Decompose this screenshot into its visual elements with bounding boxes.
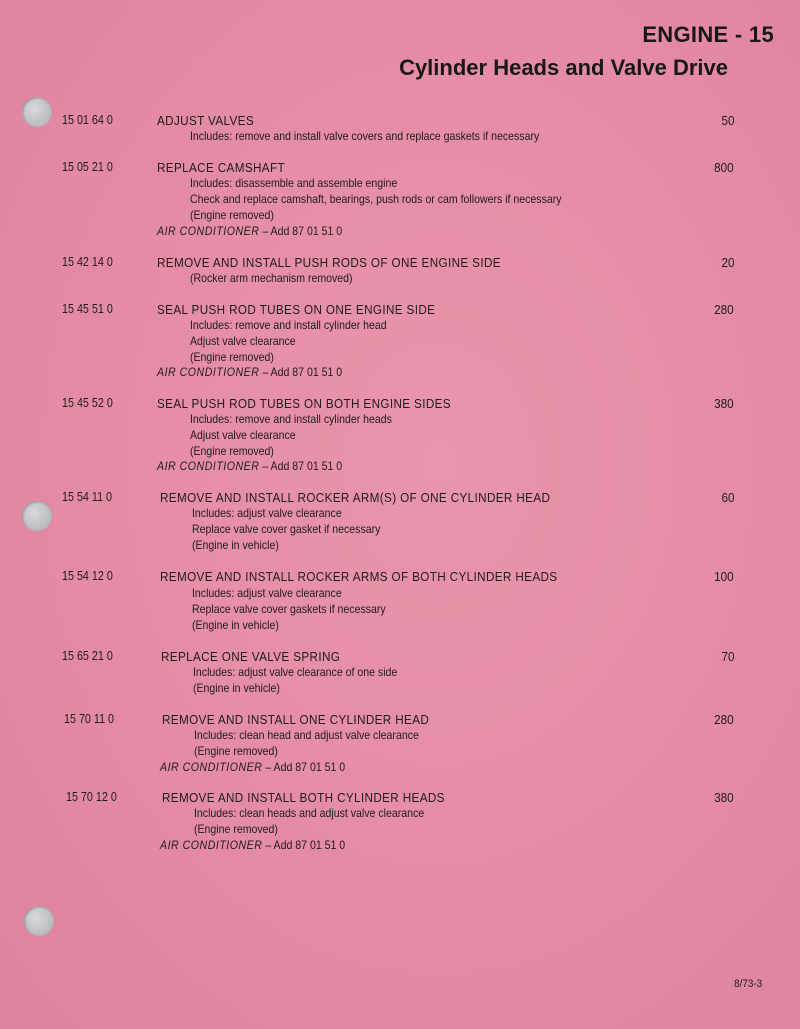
- operation-note: Includes: remove and install cylinder heads: [190, 412, 392, 426]
- air-conditioner-label: AIR CONDITIONER: [160, 760, 263, 774]
- air-conditioner-note: [160, 760, 345, 774]
- flat-rate-time: 380: [714, 790, 734, 805]
- air-conditioner-note: [160, 838, 345, 852]
- operation-title: REPLACE ONE VALVE SPRING: [161, 649, 341, 664]
- flat-rate-time: 800: [714, 160, 734, 175]
- air-conditioner-add-code: – Add 87 01 51 0: [265, 760, 346, 774]
- air-conditioner-label: AIR CONDITIONER: [160, 838, 263, 852]
- binder-hole-middle: [22, 501, 52, 531]
- operation-title: REPLACE CAMSHAFT: [157, 160, 285, 175]
- operation-code: 15 65 21 0: [62, 649, 113, 663]
- operation-note: Replace valve cover gasket if necessary: [192, 522, 381, 536]
- section-title: Cylinder Heads and Valve Drive: [399, 55, 728, 80]
- binder-hole-top: [22, 97, 52, 127]
- operation-note: Includes: clean heads and adjust valve clearance: [194, 806, 425, 820]
- operation-note: (Rocker arm mechanism removed): [190, 271, 353, 285]
- operation-code: 15 01 64 0: [62, 113, 113, 127]
- page-reference: 8/73-3: [733, 978, 762, 990]
- operation-note: (Engine removed): [190, 350, 274, 364]
- operation-note: Includes: adjust valve clearance: [192, 506, 342, 520]
- operation-title: REMOVE AND INSTALL PUSH RODS OF ONE ENGINE SIDE: [157, 255, 501, 270]
- operation-note: Check and replace camshaft, bearings, push rods or cam followers if necessary: [190, 192, 562, 206]
- operation-code: 15 45 51 0: [62, 302, 113, 316]
- operation-title: REMOVE AND INSTALL ROCKER ARM(S) OF ONE CYLINDER HEAD: [160, 490, 551, 505]
- operation-note: Replace valve cover gaskets if necessary: [192, 602, 386, 616]
- operation-title: REMOVE AND INSTALL ONE CYLINDER HEAD: [162, 712, 430, 727]
- chapter-title: ENGINE - 15: [642, 22, 774, 47]
- operation-note: (Engine removed): [194, 744, 278, 758]
- air-conditioner-label: AIR CONDITIONER: [157, 224, 260, 238]
- operation-note: (Engine removed): [190, 444, 274, 458]
- flat-rate-time: 380: [714, 396, 734, 411]
- binder-hole-bottom: [24, 906, 54, 936]
- air-conditioner-add-code: – Add 87 01 51 0: [262, 459, 343, 473]
- operation-code: 15 45 52 0: [62, 396, 113, 410]
- flat-rate-time: 280: [714, 712, 734, 727]
- operation-title: REMOVE AND INSTALL BOTH CYLINDER HEADS: [162, 790, 445, 805]
- air-conditioner-label: AIR CONDITIONER: [157, 365, 260, 379]
- air-conditioner-note: [157, 224, 342, 238]
- operation-note: Includes: clean head and adjust valve clearance: [194, 728, 419, 742]
- air-conditioner-add-code: – Add 87 01 51 0: [262, 365, 343, 379]
- operation-note: Adjust valve clearance: [190, 428, 296, 442]
- operation-note: Includes: remove and install valve covers and replace gaskets if necessary: [190, 129, 540, 143]
- operation-note: (Engine removed): [190, 208, 274, 222]
- air-conditioner-note: [157, 459, 342, 473]
- operation-note: (Engine in vehicle): [192, 538, 279, 552]
- flat-rate-time: 280: [714, 302, 734, 317]
- operation-note: Includes: remove and install cylinder head: [190, 318, 387, 332]
- operation-note: Adjust valve clearance: [190, 334, 296, 348]
- operation-note: (Engine in vehicle): [192, 618, 279, 632]
- operation-title: ADJUST VALVES: [157, 113, 255, 128]
- flat-rate-time: 70: [720, 649, 734, 664]
- flat-rate-time: 50: [720, 113, 734, 128]
- operation-note: Includes: adjust valve clearance: [192, 586, 342, 600]
- operation-code: 15 05 21 0: [62, 160, 113, 174]
- operation-code: 15 42 14 0: [62, 255, 113, 269]
- air-conditioner-add-code: – Add 87 01 51 0: [262, 224, 343, 238]
- flat-rate-time: 60: [720, 490, 734, 505]
- operation-code: 15 54 11 0: [62, 490, 113, 504]
- operation-title: SEAL PUSH ROD TUBES ON BOTH ENGINE SIDES: [157, 396, 451, 411]
- operation-note: Includes: disassemble and assemble engine: [190, 176, 398, 190]
- operation-code: 15 54 12 0: [62, 569, 113, 583]
- operation-note: (Engine removed): [194, 822, 278, 836]
- flat-rate-time: 20: [720, 255, 734, 270]
- operation-note: (Engine in vehicle): [193, 681, 280, 695]
- operation-code: 15 70 11 0: [64, 712, 115, 726]
- air-conditioner-note: [157, 365, 342, 379]
- operation-note: Includes: adjust valve clearance of one side: [193, 665, 398, 679]
- operation-title: REMOVE AND INSTALL ROCKER ARMS OF BOTH CYLINDER HEADS: [160, 569, 558, 584]
- flat-rate-time: 100: [714, 569, 734, 584]
- operation-code: 15 70 12 0: [66, 790, 117, 804]
- operation-title: SEAL PUSH ROD TUBES ON ONE ENGINE SIDE: [157, 302, 436, 317]
- air-conditioner-add-code: – Add 87 01 51 0: [265, 838, 346, 852]
- air-conditioner-label: AIR CONDITIONER: [157, 459, 260, 473]
